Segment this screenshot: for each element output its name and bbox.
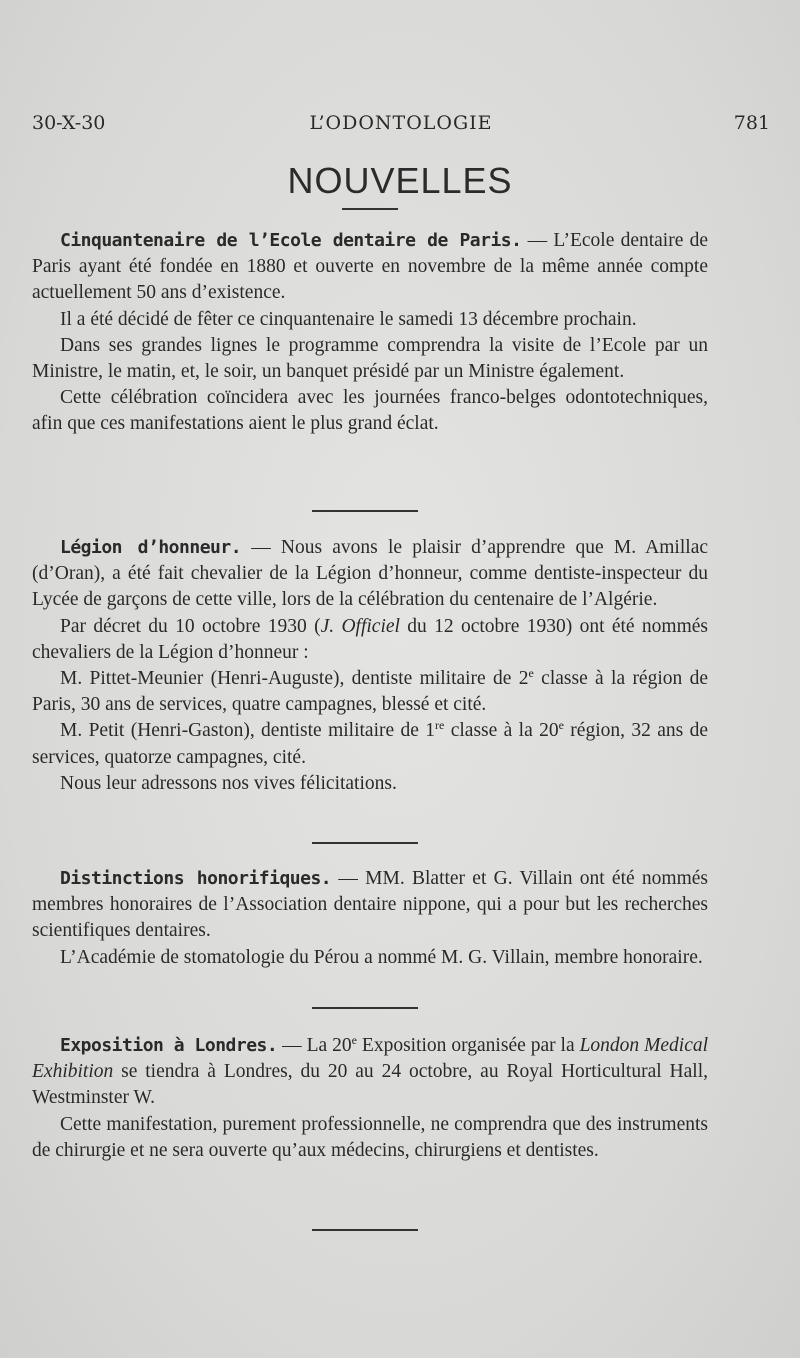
section-lead-text: — MM. Blatter et G. Villain ont été nommés membres honoraires de l’Association dentaire nippone, qui a pour but les recherches scientifiques dentaires. (32, 868, 708, 942)
superscript: e (351, 1033, 357, 1047)
issue-date: 30-X-30 (32, 112, 106, 134)
section-lead-text: — L’Ecole dentaire de Paris ayant été fondée en 1880 et ouverte en novembre de la même année compte actuellement 50 ans d’existence. (32, 230, 708, 304)
text-run: Exposition organisée par la (356, 1035, 580, 1056)
text-run: M. Petit (Henri-Gaston), dentiste militaire de 1 (60, 720, 436, 742)
page-number: 781 (733, 112, 770, 134)
running-head (32, 112, 770, 140)
section-lead-paragraph (32, 535, 708, 614)
paragraph (32, 614, 708, 666)
paragraph (32, 666, 708, 718)
section-cinquantenaire (32, 228, 708, 438)
paragraph: L’Académie de stomatologie du Pérou a nommé M. G. Villain, membre honoraire. (60, 946, 703, 968)
section-exposition (32, 1033, 708, 1164)
superscript: e (528, 666, 534, 681)
section-lead-paragraph (32, 1033, 708, 1112)
section-heading: Cinquantenaire de l’Ecole dentaire de Paris. (60, 230, 522, 251)
paragraph: Cette célébration coïncidera avec les journées franco-belges odontotechniques, afin que ces manifestations aient le plus grand éclat. (32, 387, 708, 435)
section-rule (312, 842, 418, 844)
text-run: du 12 octobre 1930) ont été nommés chevaliers de la Légion d’honneur : (32, 615, 709, 663)
section-rule (312, 1007, 418, 1009)
superscript: e (558, 718, 564, 733)
section-lead-paragraph (32, 228, 708, 307)
page-title: NOUVELLES (287, 160, 513, 201)
section-rule (312, 1229, 418, 1231)
journal-name: L’ODONTOLOGIE (309, 112, 493, 134)
section-heading: Exposition à Londres. (60, 1035, 278, 1056)
text-run: région, 32 ans de services, quatorze campagnes, cité. (32, 720, 708, 768)
text-run: — La 20 (277, 1035, 352, 1056)
title-rule (342, 208, 398, 210)
text-run: classe à la région de Paris, 30 ans de services, quatre campagnes, blessé et cité. (32, 668, 708, 716)
section-rule (312, 510, 418, 512)
italic-run: London Medical Exhibition (32, 1035, 709, 1083)
paragraph: Nous leur adressons nos vives félicitations. (60, 772, 397, 794)
text-run: se tiendra à Londres, du 20 au 24 octobre, au Royal Horticultural Hall, Westminster W. (32, 1061, 708, 1109)
text-run: Par décret du 10 octobre 1930 ( (60, 615, 321, 637)
text-run: M. Pittet-Meunier (Henri-Auguste), dentiste militaire de 2 (60, 668, 529, 690)
paragraph: Il a été décidé de fêter ce cinquantenaire le samedi 13 décembre prochain. (60, 308, 637, 330)
paragraph: Dans ses grandes lignes le programme comprendra la visite de l’Ecole par un Ministre, le matin, et, le soir, un banquet présidé par un Ministre également. (32, 334, 708, 383)
superscript: re (435, 718, 445, 733)
section-distinctions (32, 866, 708, 971)
section-lead-text: — Nous avons le plaisir d’apprendre que M. Amillac (d’Oran), a été fait chevalier de la Légion d’honneur, comme dentiste-inspecteur du Lycée de garçons de cette ville, lors de la célébration du centenaire de l’Algérie. (32, 537, 709, 611)
section-legion-honneur (32, 535, 708, 797)
section-heading: Distinctions honorifiques. (60, 868, 332, 889)
paragraph: Cette manifestation, purement professionnelle, ne comprendra que des instruments de chirurgie et ne sera ouverte qu’aux médecins, chirurgiens et dentistes. (32, 1113, 708, 1161)
text-run: classe à la 20 (444, 720, 559, 742)
section-heading: Légion d’honneur. (60, 537, 242, 558)
italic-run: J. Officiel (320, 615, 400, 637)
section-lead-paragraph (32, 866, 708, 945)
paragraph (32, 718, 708, 770)
